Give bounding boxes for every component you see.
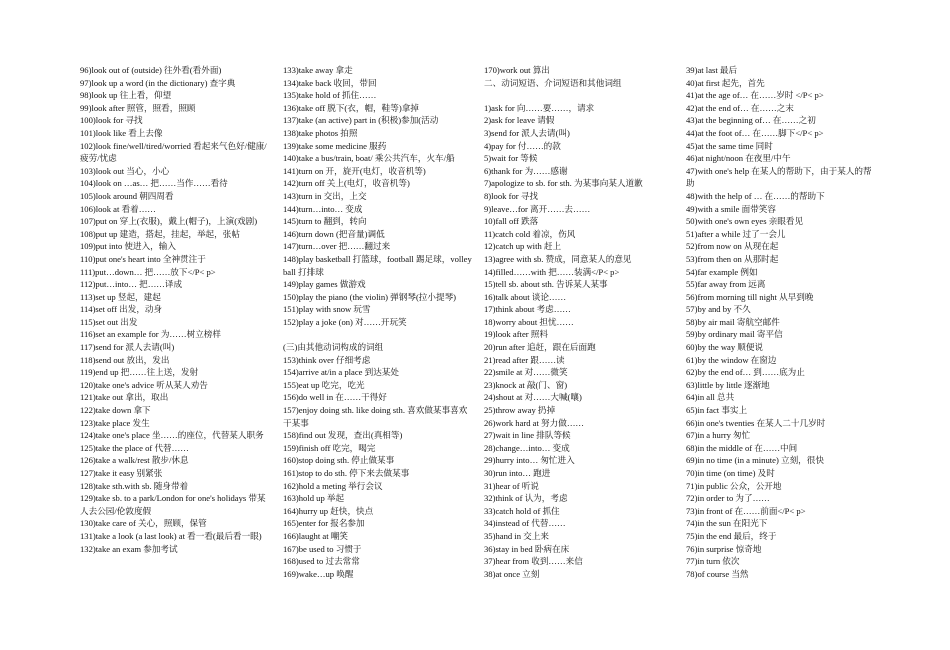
phrase-line: 156)do well in 在……干得好: [283, 392, 387, 403]
phrase-line: 151)play with snow 玩雪: [283, 304, 371, 315]
phrase-line: 162)hold a meting 举行会议: [283, 480, 383, 491]
phrase-line: 152)play a joke (on) 对……开玩笑: [283, 316, 407, 327]
phrase-line: 57)by and by 不久: [686, 304, 751, 315]
phrase-line: 128)take sth.with sb. 随身带着: [80, 480, 189, 491]
phrase-line: 29)hurry into… 匆忙进入: [484, 455, 575, 466]
phrase-line: 45)at the same time 同时: [686, 140, 773, 151]
phrase-line: 18)worry about 担忧……: [484, 316, 574, 327]
column-2: [283, 64, 473, 580]
phrase-line: 二、动词短语、介词短语和其他词组: [484, 77, 622, 88]
phrase-line: 38)at once 立刻: [484, 568, 540, 579]
phrase-line: 60)by the way 顺便说: [686, 342, 764, 353]
phrase-line: 103)look out 当心，小心: [80, 165, 170, 176]
phrase-line: 136)take off 脱下(衣，帽，鞋等)拿掉: [283, 102, 419, 113]
phrase-line: 20)run after 追赶，跟在后面跑: [484, 342, 596, 353]
phrase-line: 105)look around 朝四周看: [80, 190, 174, 201]
phrase-line: 4)pay for 付……的款: [484, 140, 561, 151]
phrase-line: 13)agree with sb. 赞成，同意某人的意见: [484, 253, 632, 264]
phrase-line: 67)in a hurry 匆忙: [686, 430, 751, 441]
phrase-line: 51)after a while 过了一会儿: [686, 228, 786, 239]
phrase-line: 111)put…down… 把……放下</P< p>: [80, 266, 216, 277]
phrase-line: 170)work out 算出: [484, 65, 550, 75]
phrase-line: 160)stop doing sth. 停止做某事: [283, 455, 395, 466]
phrase-line: 164)hurry up 赶快，快点: [283, 505, 374, 516]
phrase-line: 6)thank for 为……感谢: [484, 165, 568, 176]
phrase-line: 28)change…into… 变成: [484, 442, 570, 453]
phrase-line: 44)at the foot of… 在……脚下</P< p>: [686, 127, 824, 138]
phrase-line: 153)think over 仔细考虑: [283, 354, 371, 365]
phrase-line: 155)eat up 吃完，吃光: [283, 379, 365, 390]
phrase-line: 141)turn on 开，旋开(电灯，收音机等): [283, 165, 426, 176]
phrase-line: 124)take one's place 坐……的座位，代替某人职务: [80, 430, 264, 441]
phrase-line: 46)at night/noon 在夜里/中午: [686, 153, 791, 164]
phrase-line: 143)turn in 交出，上交: [283, 190, 367, 201]
phrase-line: 117)send for 派人去请(叫): [80, 342, 175, 353]
phrase-line: 71)in public 公众，公开地: [686, 480, 782, 491]
column-4: [686, 64, 876, 580]
phrase-line: 26)work hard at 努力做……: [484, 417, 585, 428]
phrase-line: 14)filled……with 把……装满</P< p>: [484, 266, 620, 277]
phrase-line: 133)take away 拿走: [283, 65, 353, 75]
phrase-line: 106)look at 看着……: [80, 203, 156, 214]
phrase-line: 126)take a walk/rest 散步/休息: [80, 455, 189, 466]
phrase-line: 125)take the place of 代替……: [80, 442, 189, 453]
phrase-line: 131)take a look (a last look) at 看一看(最后看一眼): [80, 530, 262, 541]
phrase-line: 150)play the piano (the violin) 弹钢琴(拉小提琴): [283, 291, 457, 302]
phrase-line: 40)at first 起先，首先: [686, 77, 765, 88]
phrase-line: 97)look up a word (in the dictionary) 查字典: [80, 77, 236, 88]
phrase-line: 121)take out 拿出，取出: [80, 392, 169, 403]
phrase-line: 22)smile at 对……微笑: [484, 367, 568, 378]
phrase-line: 140)take a bus/train, boat/ 乘公共汽车，火车/船: [283, 153, 455, 164]
phrase-line: 1)ask for 向……要……，请求: [484, 102, 595, 113]
phrase-line: 68)in the middle of 在……中间: [686, 442, 798, 453]
phrase-line: [283, 328, 473, 341]
phrase-line: 25)throw away 扔掉: [484, 405, 556, 416]
phrase-line: 118)send out 放出，发出: [80, 354, 170, 365]
phrase-line: 169)wake…up 唤醒: [283, 568, 354, 579]
phrase-line: 99)look after 照管，照看，照顾: [80, 102, 196, 113]
phrase-line: 55)far away from 远离: [686, 279, 766, 290]
phrase-line: 114)set off 出发，动身: [80, 304, 163, 315]
phrase-line: 108)put up 建造，搭起，挂起，举起，张帖: [80, 228, 240, 239]
phrase-line: 49)with a smile 面带笑容: [686, 203, 776, 214]
phrase-line: 15)tell sb. about sth. 告诉某人某事: [484, 279, 608, 290]
phrase-line: 24)shout at 对……大喊(嚷): [484, 392, 582, 403]
phrase-line: 168)used to 过去常常: [283, 556, 360, 567]
phrase-line: 135)take hold of 抓住……: [283, 90, 377, 101]
phrase-line: 35)hand in 交上来: [484, 530, 549, 541]
phrase-line: 146)turn down (把音量)调低: [283, 228, 385, 239]
phrase-line: 69)in no time (in a minute) 立刻，很快: [686, 455, 824, 466]
phrase-line: 52)from now on 从现在起: [686, 241, 779, 252]
phrase-line: 96)look out of (outside) 往外看(看外面): [80, 65, 222, 75]
phrase-line: 144)turn…into… 变成: [283, 203, 363, 214]
phrase-line: 138)take photos 拍照: [283, 127, 358, 138]
phrase-line: 120)take one's advice 听从某人劝告: [80, 379, 208, 390]
phrase-line: 101)look like 看上去像: [80, 127, 163, 138]
phrase-line: 70)in time (on time) 及时: [686, 468, 775, 478]
phrase-line: 130)take care of 关心，照顾，保管: [80, 518, 207, 529]
phrase-line: 104)look on …as… 把……当作……看待: [80, 178, 228, 189]
phrase-line: 139)take some medicine 服药: [283, 140, 387, 151]
phrase-line: 123)take place 发生: [80, 417, 150, 428]
phrase-line: 7)apologize to sb. for sth. 为某事向某人道歉: [484, 178, 643, 189]
phrase-line: 63)little by little 逐渐地: [686, 379, 770, 390]
phrase-line: 147)turn…over 把……翻过来: [283, 241, 391, 252]
phrase-line: 62)by the end of… 到……底为止: [686, 367, 805, 378]
phrase-line: 31)hear of 听说: [484, 480, 539, 491]
phrase-line: 43)at the beginning of… 在……之初: [686, 115, 816, 126]
phrase-line: 149)play games 做游戏: [283, 279, 366, 290]
phrase-line: 75)in the end 最后，终于: [686, 530, 777, 541]
phrase-line: 64)in all 总共: [686, 392, 735, 403]
phrase-line: 34)instead of 代替……: [484, 518, 566, 529]
phrase-line: 154)arrive at/in a place 到达某处: [283, 367, 399, 378]
phrase-line: 12)catch up with 赶上: [484, 241, 562, 252]
phrase-line: 109)put into 使进入，输入: [80, 241, 176, 252]
phrase-line: 2)ask for leave 请假: [484, 115, 555, 126]
phrase-line: 16)talk about 谈论……: [484, 291, 567, 302]
phrase-line: 19)look after 照料: [484, 329, 548, 340]
column-1: [80, 64, 270, 555]
phrase-line: 11)catch cold 着凉，伤风: [484, 228, 576, 239]
phrase-line: 98)look up 往上看，仰望: [80, 90, 172, 101]
phrase-line: 77)in turn 依次: [686, 556, 740, 567]
phrase-line: 58)by air mail 寄航空邮件: [686, 316, 780, 327]
phrase-line: 116)set an example for 为……树立榜样: [80, 329, 221, 340]
phrase-line: 65)in fact 事实上: [686, 405, 748, 416]
column-3: [484, 64, 674, 580]
phrase-line: 50)with one's own eyes 亲眼看见: [686, 216, 804, 227]
phrase-line: 161)stop to do sth. 停下来去做某事: [283, 468, 410, 478]
phrase-line: 166)laught at 嘲笑: [283, 530, 348, 541]
phrase-line: 54)far example 例如: [686, 266, 758, 277]
phrase-line: 39)at last 最后: [686, 65, 738, 75]
phrase-line: 78)of course 当然: [686, 568, 749, 579]
phrase-line: 119)end up 把……往上送，发射: [80, 367, 199, 378]
phrase-line: 76)in surprise 惊奇地: [686, 543, 762, 554]
phrase-line: 113)set up 竖起，建起: [80, 291, 161, 302]
phrase-line: 66)in one's twenties 在某人二十几岁时: [686, 417, 826, 428]
phrase-line: 127)take it easy 别紧张: [80, 468, 163, 478]
phrase-line: 134)take back 收回，带回: [283, 77, 377, 88]
phrase-line: 145)turn to 翻到，转向: [283, 216, 367, 227]
phrase-line: 27)wait in line 排队等候: [484, 430, 571, 441]
phrase-line: 59)by ordinary mail 寄平信: [686, 329, 783, 340]
phrase-line: 17)think about 考虑……: [484, 304, 571, 315]
phrase-line: 61)by the window 在窗边: [686, 354, 777, 365]
phrase-line: 53)from then on 从那时起: [686, 253, 779, 264]
phrase-line: 47)with one's help 在某人的帮助下，由于某人的帮助: [686, 165, 872, 189]
phrase-line: 5)wait for 等候: [484, 153, 538, 164]
phrase-line: 41)at the age of… 在……岁时 </P< p>: [686, 90, 824, 101]
phrase-line: 148)play basketball 打篮球，football 踢足球，volleyball 打排球: [283, 253, 472, 277]
phrase-line: (三)由其他动词构成的词组: [283, 342, 384, 353]
phrase-line: 32)think of 认为，考虑: [484, 493, 568, 504]
phrase-line: 132)take an exam 参加考试: [80, 543, 178, 554]
phrase-line: 102)look fine/well/tired/worried 看起来气色好/健康/疲劳/忧虑: [80, 140, 267, 164]
phrase-line: 74)in the sun 在阳光下: [686, 518, 768, 529]
phrase-line: 112)put…into… 把……译成: [80, 279, 183, 290]
phrase-line: 37)hear from 收到……来信: [484, 556, 583, 567]
phrase-line: 158)find out 发现，查出(真相等): [283, 430, 403, 441]
phrase-line: 157)enjoy doing sth. like doing sth. 喜欢做某事喜欢干某事: [283, 405, 468, 428]
phrase-line: 36)stay in bed 卧病在床: [484, 543, 570, 554]
phrase-line: 10)fall off 跌落: [484, 216, 539, 227]
phrase-line: 33)catch hold of 抓住: [484, 505, 560, 516]
phrase-line: 48)with the help of … 在……的帮助下: [686, 190, 825, 201]
phrase-line: 163)hold up 举起: [283, 493, 345, 504]
phrase-line: 42)at the end of… 在……之末: [686, 102, 794, 113]
phrase-line: 107)put on 穿上(衣服)，戴上(帽子)，上演(戏剧): [80, 216, 258, 227]
phrase-line: 30)run into… 跑进: [484, 468, 551, 478]
phrase-line: [484, 89, 674, 102]
phrase-line: 9)leave…for 离开……去……: [484, 203, 591, 214]
phrase-line: 72)in order to 为了……: [686, 493, 770, 504]
phrase-line: 165)enter for 报名参加: [283, 518, 365, 529]
phrase-line: 122)take down 拿下: [80, 405, 151, 416]
phrase-line: 100)look for 寻找: [80, 115, 143, 126]
phrase-line: 142)turn off 关上(电灯，收音机等): [283, 178, 410, 189]
phrase-line: 110)put one's heart into 全神贯注于: [80, 253, 206, 264]
phrase-line: 129)take sb. to a park/London for one's holidays 带某人去公园/伦敦度假: [80, 493, 266, 516]
phrase-line: 3)send for 派人去请(叫): [484, 127, 570, 138]
phrase-line: 8)look for 寻找: [484, 190, 538, 201]
phrase-line: 115)set out 出发: [80, 316, 138, 327]
phrase-line: 56)from morning till night 从早到晚: [686, 291, 814, 302]
phrase-line: 167)be used to 习惯于: [283, 543, 362, 554]
phrase-line: 21)read after 跟……读: [484, 354, 565, 365]
phrase-line: 73)in front of 在……前面</P< p>: [686, 505, 806, 516]
phrase-line: 159)finish off 吃完，喝完: [283, 442, 376, 453]
phrase-line: 23)knock at 敲(门、窗): [484, 379, 568, 390]
phrase-line: 137)take (an active) part in (积极)参加(活动: [283, 115, 439, 126]
